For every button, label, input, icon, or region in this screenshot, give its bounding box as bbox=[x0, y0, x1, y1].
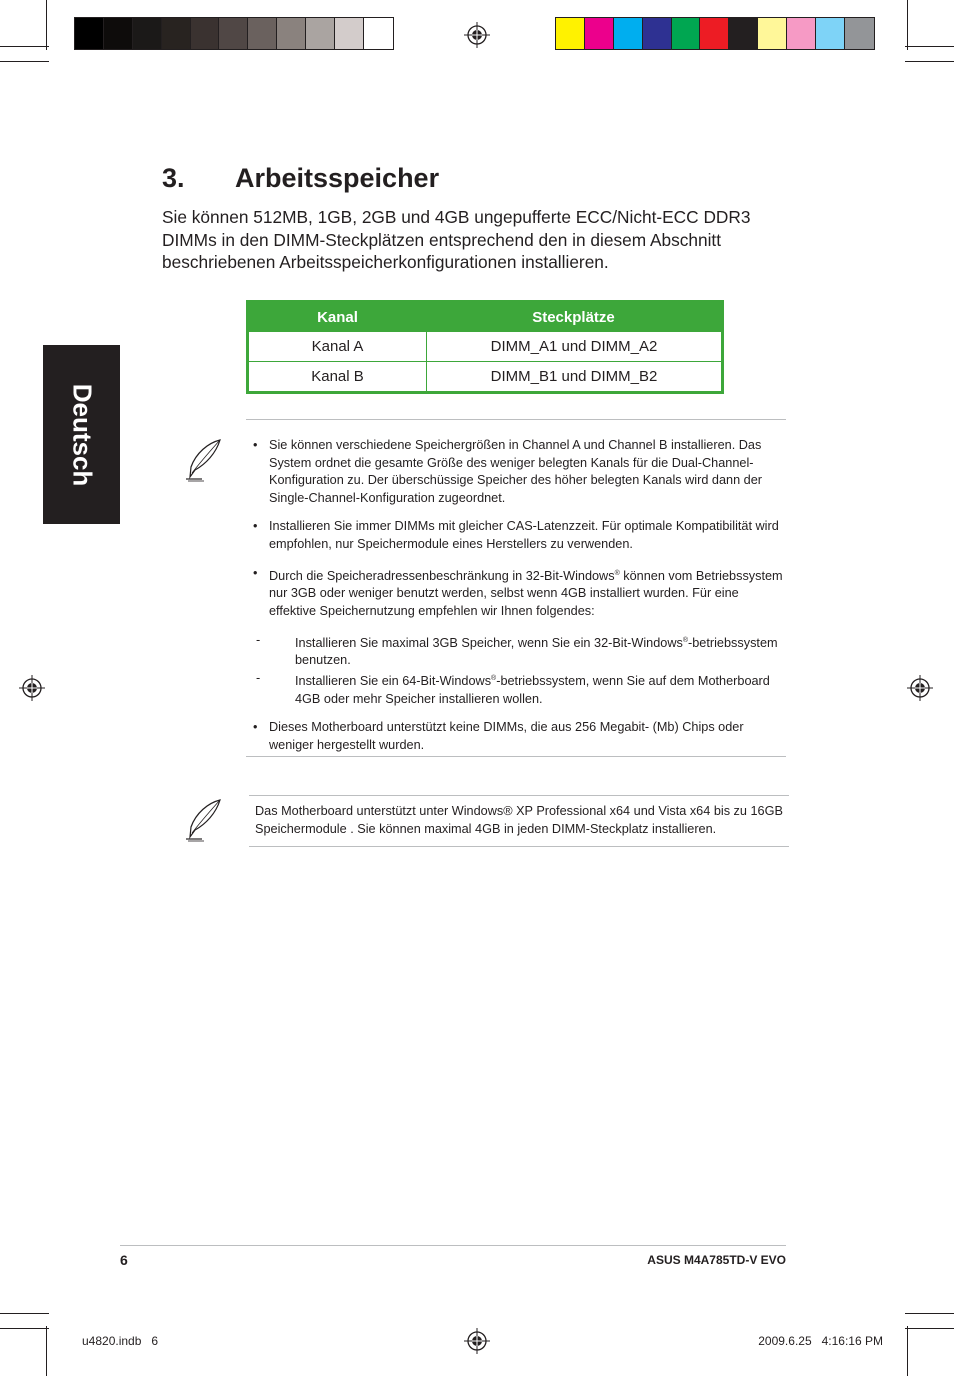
color-swatch bbox=[643, 18, 672, 49]
crop-mark bbox=[46, 0, 47, 50]
crop-mark bbox=[46, 1326, 47, 1376]
color-swatch bbox=[364, 18, 393, 49]
color-swatch bbox=[133, 18, 162, 49]
bullet-icon: • bbox=[253, 565, 258, 580]
note-bottom-rule bbox=[246, 756, 786, 757]
note-feather-icon bbox=[184, 437, 224, 483]
color-swatch bbox=[162, 18, 191, 49]
color-swatch bbox=[191, 18, 220, 49]
registration-mark-icon bbox=[19, 675, 45, 701]
crop-mark bbox=[0, 61, 49, 62]
table-cell: Kanal B bbox=[249, 361, 427, 391]
crop-mark bbox=[905, 61, 954, 62]
list-item bbox=[253, 565, 788, 621]
crop-mark bbox=[0, 1328, 49, 1329]
crop-mark bbox=[907, 1326, 908, 1376]
note-top-rule bbox=[249, 795, 789, 796]
note-text: Dieses Motherboard unterstützt keine DIMMs, die aus 256 Megabit- (Mb) Chips oder weniger hergestellt wurden. bbox=[269, 720, 744, 753]
color-swatch bbox=[700, 18, 729, 49]
footer-rule bbox=[120, 1245, 786, 1246]
color-swatch bbox=[729, 18, 758, 49]
table-header-row bbox=[249, 303, 721, 331]
note-feather-icon bbox=[184, 797, 224, 843]
crop-mark bbox=[0, 46, 49, 47]
dash-icon: - bbox=[256, 671, 261, 685]
language-label: Deutsch bbox=[67, 383, 97, 486]
table-header-cell: Kanal bbox=[317, 308, 358, 326]
list-item bbox=[253, 437, 788, 507]
list-item bbox=[253, 719, 788, 754]
color-swatch bbox=[585, 18, 614, 49]
note-text: Durch die Speicheradressenbeschränkung in 32-Bit-Windows® können vom Betriebssystem nur 3GB oder weniger benutzt werden, selbst wenn 4GB installiert wurden. Für eine effektive Speichernutzung empfehlen wir Ihnen folgendes: bbox=[269, 568, 783, 618]
color-swatch bbox=[104, 18, 133, 49]
memory-channel-table bbox=[246, 300, 724, 394]
note-text: Das Motherboard unterstützt unter Windows® XP Professional x64 und Vista x64 bis zu 16GB Speichermodule . Sie können maximal 4GB in jeden DIMM-Steckplatz installieren. bbox=[255, 804, 783, 836]
color-swatch bbox=[556, 18, 585, 49]
bullet-icon: • bbox=[253, 519, 258, 534]
color-swatch bbox=[845, 18, 874, 49]
crop-mark bbox=[905, 1328, 954, 1329]
color-swatch bbox=[335, 18, 364, 49]
table-cell: Kanal A bbox=[249, 331, 427, 361]
note-text: Installieren Sie immer DIMMs mit gleicher CAS-Latenzzeit. Für optimale Kompatibilität wird empfohlen, nur Speichermodule eines Herstellers zu verwenden. bbox=[269, 519, 779, 551]
sub-list-item bbox=[253, 670, 788, 708]
sub-list-item bbox=[253, 632, 788, 670]
dash-icon: - bbox=[256, 632, 261, 647]
color-swatch bbox=[277, 18, 306, 49]
registration-mark-icon bbox=[464, 1328, 490, 1354]
registration-mark-icon bbox=[464, 22, 490, 48]
print-slug-timestamp: 2009.6.25 4:16:16 PM bbox=[758, 1334, 883, 1348]
note-top-rule bbox=[246, 419, 786, 420]
table-header-cell: Steckplätze bbox=[532, 308, 615, 326]
table-row bbox=[249, 331, 721, 361]
note-bottom-rule bbox=[249, 846, 789, 847]
registration-mark-icon bbox=[907, 675, 933, 701]
note-text: Sie können verschiedene Speichergrößen in Channel A und Channel B installieren. Das System ordnet die gesamte Größe des weniger belegten Kanals für die Dual-Channel-Konfiguration zu. Der überschüssige Speicher des höher belegten Kanals wird dann der Single-Channel-Konfiguration zugeordnet. bbox=[269, 438, 763, 505]
table-cell: DIMM_A1 und DIMM_A2 bbox=[427, 331, 721, 361]
notes-list bbox=[253, 437, 788, 755]
color-swatch bbox=[787, 18, 816, 49]
print-slug-file: u4820.indb 6 bbox=[82, 1334, 159, 1348]
bullet-icon: • bbox=[253, 720, 258, 735]
crop-mark bbox=[0, 1313, 49, 1314]
bullet-icon: • bbox=[253, 438, 258, 452]
process-color-bar bbox=[555, 17, 875, 50]
section-heading bbox=[162, 163, 439, 194]
color-swatch bbox=[219, 18, 248, 49]
color-swatch bbox=[306, 18, 335, 49]
sub-note-text: Installieren Sie maximal 3GB Speicher, wenn Sie ein 32-Bit-Windows®-betriebssystem benutzen. bbox=[295, 635, 778, 668]
crop-mark bbox=[905, 46, 954, 47]
language-side-tab bbox=[43, 345, 120, 524]
section-number: 3. bbox=[162, 163, 185, 193]
grayscale-color-bar bbox=[74, 17, 394, 50]
color-swatch bbox=[248, 18, 277, 49]
table-row bbox=[249, 361, 721, 391]
page-number: 6 bbox=[120, 1252, 128, 1268]
color-swatch bbox=[816, 18, 845, 49]
crop-mark bbox=[905, 1313, 954, 1314]
crop-mark bbox=[907, 0, 908, 50]
color-swatch bbox=[614, 18, 643, 49]
color-swatch bbox=[758, 18, 787, 49]
sub-note-text: Installieren Sie ein 64-Bit-Windows®-betriebssystem, wenn Sie auf dem Motherboard 4GB oder mehr Speicher installieren wollen. bbox=[295, 674, 770, 706]
section-intro: Sie können 512MB, 1GB, 2GB und 4GB ungepufferte ECC/Nicht-ECC DDR3 DIMMs in den DIMM-Steckplätzen entsprechend den in diesem Abschnitt beschriebenen Arbeitsspeicherkonfigurationen installieren. bbox=[162, 207, 751, 272]
section-title: Arbeitsspeicher bbox=[235, 163, 440, 193]
color-swatch bbox=[672, 18, 701, 49]
table-cell: DIMM_B1 und DIMM_B2 bbox=[427, 361, 721, 391]
color-swatch bbox=[75, 18, 104, 49]
list-item bbox=[253, 518, 788, 553]
product-model: ASUS M4A785TD-V EVO bbox=[647, 1253, 786, 1267]
